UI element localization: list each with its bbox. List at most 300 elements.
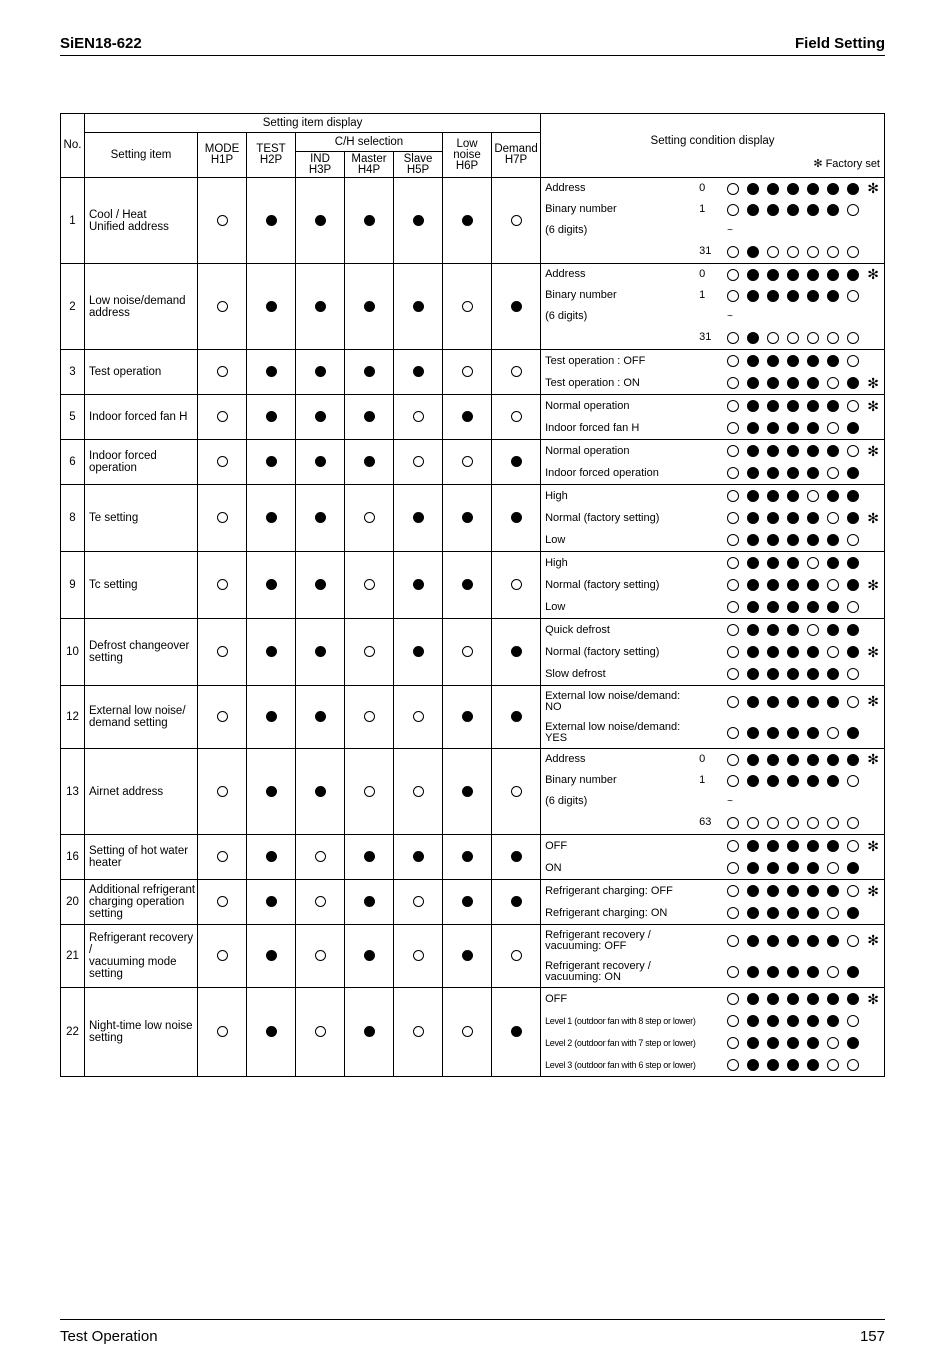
led-cell-demand: [492, 686, 541, 749]
condition-led-icon: [827, 445, 839, 457]
condition-led-icon: [767, 624, 779, 636]
led-demand-icon: [511, 456, 522, 467]
setting-item-name: [85, 552, 198, 619]
setting-item-name: [85, 485, 198, 552]
condition-led-icon: [847, 862, 859, 874]
led-cell-ind: [296, 350, 345, 395]
led-cell-master: [345, 440, 394, 485]
condition-led-icon: [787, 840, 799, 852]
condition-led-icon: [787, 646, 799, 658]
condition-row: [541, 880, 884, 902]
condition-led-icon: [767, 579, 779, 591]
led-mode-icon: [217, 579, 228, 590]
condition-row: [541, 902, 884, 924]
condition-led-icon: [767, 817, 779, 829]
setting-item-line: Tc setting: [89, 579, 138, 591]
condition-led-icon: [847, 557, 859, 569]
condition-led-icon: [727, 1015, 739, 1027]
led-slave-icon: [413, 1026, 424, 1037]
setting-item-line: setting: [89, 652, 123, 664]
condition-led-icon: [847, 269, 859, 281]
setting-item-line: Low noise/demand: [89, 294, 186, 307]
condition-led-icon: [827, 696, 839, 708]
condition-text: Address: [545, 268, 586, 280]
led-cell-slave: [394, 178, 443, 264]
led-cell-mode: [198, 440, 247, 485]
condition-led-icon: [807, 183, 819, 195]
led-master-icon: [364, 950, 375, 961]
led-cell-mode: [198, 925, 247, 988]
condition-led-icon: [747, 557, 759, 569]
table-row: [61, 395, 885, 440]
condition-led-icon: [807, 885, 819, 897]
factory-set-star-icon: ✻: [867, 180, 879, 196]
row-number: 6: [61, 440, 85, 485]
setting-item-line: heater: [89, 857, 122, 869]
condition-led-icon: [807, 696, 819, 708]
condition-led-icon: [827, 754, 839, 766]
condition-led-icon: [727, 290, 739, 302]
led-ind-icon: [315, 646, 326, 657]
condition-row: [541, 285, 884, 306]
condition-led-icon: [747, 601, 759, 613]
condition-led-icon: [727, 754, 739, 766]
led-demand-icon: [511, 411, 522, 422]
condition-text-line: Refrigerant recovery /: [545, 928, 651, 941]
led-mode-icon: [217, 411, 228, 422]
condition-led-icon: [787, 1059, 799, 1071]
condition-led-icon: [787, 754, 799, 766]
condition-row: [541, 178, 884, 199]
condition-number: 1: [699, 774, 706, 786]
condition-row: [541, 574, 884, 596]
condition-led-icon: [767, 269, 779, 281]
led-cell-demand: [492, 178, 541, 264]
condition-led-icon: [847, 668, 859, 680]
led-cell-low-noise: [443, 988, 492, 1077]
condition-led-icon: [747, 579, 759, 591]
led-cell-low-noise: [443, 350, 492, 395]
condition-led-icon: [747, 269, 759, 281]
led-slave-icon: [413, 411, 424, 422]
setting-item-name: [85, 264, 198, 350]
led-low-noise-icon: [462, 851, 473, 862]
condition-led-pattern: [727, 377, 859, 389]
condition-row: [541, 552, 884, 574]
condition-text: OFF: [545, 839, 568, 852]
condition-led-pattern: [727, 862, 859, 874]
condition-led-icon: [767, 183, 779, 195]
led-mode-icon: [217, 456, 228, 467]
table-row: [61, 552, 885, 619]
table-row: [61, 925, 885, 988]
condition-led-icon: [847, 601, 859, 613]
condition-text: Refrigerant charging: OFF: [545, 884, 673, 897]
condition-led-pattern: [727, 579, 859, 591]
led-cell-demand: [492, 988, 541, 1077]
condition-led-icon: [847, 400, 859, 412]
led-demand-icon: [511, 301, 522, 312]
condition-text: Normal (factory setting): [545, 645, 660, 658]
condition-led-icon: [767, 935, 779, 947]
header-condition-display: [541, 114, 885, 178]
condition-led-pattern: [727, 246, 859, 258]
condition-led-icon: [727, 534, 739, 546]
low-noise-label-1: Low: [456, 137, 478, 150]
led-cell-master: [345, 988, 394, 1077]
led-ind-icon: [315, 301, 326, 312]
led-test-icon: [266, 851, 277, 862]
condition-led-icon: [747, 935, 759, 947]
condition-led-icon: [727, 183, 739, 195]
setting-item-line: Setting of hot water: [89, 845, 189, 857]
led-ind-icon: [315, 1026, 326, 1037]
header-setting-item-display: Setting item display: [85, 114, 541, 133]
condition-led-icon: [807, 422, 819, 434]
row-number: 21: [61, 925, 85, 988]
led-cell-low-noise: [443, 925, 492, 988]
condition-led-icon: [767, 646, 779, 658]
led-master-icon: [364, 456, 375, 467]
led-test-icon: [266, 456, 277, 467]
condition-led-icon: [727, 204, 739, 216]
condition-led-icon: [787, 183, 799, 195]
led-cell-low-noise: [443, 440, 492, 485]
condition-led-pattern: [727, 269, 859, 281]
condition-text-line: External low noise/demand:: [545, 689, 681, 702]
setting-item-line: address: [89, 306, 130, 319]
setting-condition-cell: [541, 552, 885, 619]
condition-led-icon: [747, 862, 759, 874]
led-cell-mode: [198, 485, 247, 552]
led-cell-master: [345, 749, 394, 835]
condition-led-icon: [747, 204, 759, 216]
led-mode-icon: [217, 215, 228, 226]
condition-led-icon: [747, 1015, 759, 1027]
condition-text-line: External low noise/demand:: [545, 720, 681, 733]
factory-set-star-icon: ✻: [867, 397, 879, 414]
factory-set-star-icon: ✻: [867, 576, 879, 593]
condition-led-icon: [767, 400, 779, 412]
header-low-noise: [443, 133, 492, 178]
condition-led-icon: [827, 624, 839, 636]
led-cell-slave: [394, 350, 443, 395]
condition-text: Indoor forced fan H: [545, 421, 640, 434]
slave-label: Slave: [403, 152, 433, 165]
led-cell-demand: [492, 395, 541, 440]
condition-number: 1: [699, 289, 706, 301]
led-ind-icon: [315, 512, 326, 523]
condition-led-icon: [787, 907, 799, 919]
condition-led-pattern: [727, 885, 859, 897]
setting-item-name: [85, 619, 198, 686]
condition-led-icon: [827, 269, 839, 281]
led-cell-slave: [394, 880, 443, 925]
led-cell-low-noise: [443, 485, 492, 552]
condition-led-icon: [767, 668, 779, 680]
setting-item-line: Defrost changeover: [89, 640, 190, 652]
condition-led-icon: [807, 646, 819, 658]
led-test-icon: [266, 301, 277, 312]
condition-led-icon: [747, 993, 759, 1005]
condition-text: Level 3 (outdoor fan with 6 step or lower): [545, 1059, 696, 1070]
led-demand-icon: [511, 215, 522, 226]
condition-row: [541, 596, 884, 618]
led-slave-icon: [413, 786, 424, 797]
condition-led-icon: [827, 885, 839, 897]
condition-row: [541, 462, 884, 484]
header-demand: [492, 133, 541, 178]
condition-row: [541, 350, 884, 372]
row-number: 12: [61, 686, 85, 749]
header-mode: [198, 133, 247, 178]
led-master-icon: [364, 512, 375, 523]
condition-led-icon: [747, 727, 759, 739]
condition-led-icon: [787, 579, 799, 591]
led-demand-icon: [511, 786, 522, 797]
condition-led-icon: [807, 534, 819, 546]
condition-row: [541, 717, 884, 748]
led-demand-icon: [511, 1026, 522, 1037]
condition-led-icon: [747, 183, 759, 195]
led-cell-test: [247, 686, 296, 749]
condition-led-pattern: [727, 557, 859, 569]
setting-item-line: Unified address: [89, 220, 169, 233]
setting-item-name: [85, 686, 198, 749]
condition-led-pattern: [727, 204, 859, 216]
setting-condition-cell: [541, 925, 885, 988]
table-body: [61, 178, 885, 1077]
setting-item-line: Te setting: [89, 512, 139, 524]
condition-row: [541, 791, 884, 812]
condition-row: [541, 440, 884, 462]
condition-led-icon: [767, 467, 779, 479]
condition-led-pattern: [727, 754, 859, 766]
led-cell-ind: [296, 686, 345, 749]
condition-row: [541, 619, 884, 641]
condition-led-pattern: [727, 183, 859, 195]
condition-led-icon: [827, 646, 839, 658]
led-cell-master: [345, 686, 394, 749]
condition-led-icon: [747, 467, 759, 479]
condition-led-icon: [727, 624, 739, 636]
condition-led-icon: [787, 966, 799, 978]
condition-led-pattern: [727, 400, 859, 412]
condition-led-icon: [767, 907, 779, 919]
document-code: SiEN18-622: [60, 35, 142, 52]
led-demand-icon: [511, 512, 522, 523]
condition-led-icon: [787, 246, 799, 258]
led-low-noise-icon: [462, 896, 473, 907]
condition-led-pattern: [727, 696, 859, 708]
table-row: [61, 880, 885, 925]
condition-led-icon: [807, 754, 819, 766]
condition-text: Slow defrost: [545, 667, 606, 680]
led-cell-test: [247, 619, 296, 686]
condition-led-icon: [827, 601, 839, 613]
condition-number: 0: [699, 182, 706, 194]
condition-text: Normal operation: [545, 444, 630, 457]
setting-item-line: Refrigerant recovery /: [89, 932, 194, 956]
condition-led-pattern: [727, 225, 733, 236]
factory-set-star-icon: ✻: [867, 693, 879, 709]
led-cell-test: [247, 835, 296, 880]
led-cell-ind: [296, 395, 345, 440]
condition-led-icon: [807, 557, 819, 569]
condition-led-icon: [727, 646, 739, 658]
condition-led-icon: [787, 290, 799, 302]
condition-led-icon: [827, 840, 839, 852]
led-cell-slave: [394, 552, 443, 619]
condition-led-icon: [807, 246, 819, 258]
condition-row: [541, 395, 884, 417]
condition-led-icon: [787, 775, 799, 787]
led-cell-ind: [296, 925, 345, 988]
condition-led-icon: [827, 204, 839, 216]
condition-led-icon: [747, 377, 759, 389]
condition-led-icon: [747, 290, 759, 302]
condition-row: [541, 199, 884, 220]
condition-led-icon: [787, 668, 799, 680]
condition-led-icon: [847, 993, 859, 1005]
setting-item-line: setting: [89, 908, 123, 920]
demand-code: H7P: [504, 154, 528, 166]
led-cell-test: [247, 485, 296, 552]
condition-led-icon: [827, 668, 839, 680]
condition-text: Indoor forced operation: [545, 466, 659, 479]
condition-led-icon: [847, 512, 859, 524]
condition-led-icon: [827, 290, 839, 302]
table-row: [61, 619, 885, 686]
led-cell-master: [345, 178, 394, 264]
condition-led-icon: [847, 775, 859, 787]
led-test-icon: [266, 366, 277, 377]
condition-led-icon: [787, 377, 799, 389]
condition-led-icon: [767, 512, 779, 524]
row-number: 2: [61, 264, 85, 350]
condition-led-icon: [727, 269, 739, 281]
master-code: H4P: [357, 163, 381, 176]
led-cell-test: [247, 552, 296, 619]
led-cell-demand: [492, 485, 541, 552]
condition-led-icon: [847, 1037, 859, 1049]
led-demand-icon: [511, 646, 522, 657]
led-cell-slave: [394, 485, 443, 552]
condition-led-icon: [847, 377, 859, 389]
condition-led-icon: [747, 775, 759, 787]
condition-led-icon: [787, 204, 799, 216]
condition-led-icon: [727, 775, 739, 787]
condition-text: Binary number: [545, 774, 617, 786]
led-cell-demand: [492, 925, 541, 988]
condition-text: Binary number: [545, 289, 617, 301]
condition-led-icon: [807, 467, 819, 479]
condition-text-line: YES: [545, 731, 568, 744]
range-tilde: ~: [727, 311, 733, 322]
led-master-icon: [364, 1026, 375, 1037]
condition-text: OFF: [545, 992, 568, 1005]
condition-row: [541, 220, 884, 241]
condition-led-icon: [827, 183, 839, 195]
condition-led-icon: [727, 1037, 739, 1049]
condition-led-icon: [847, 183, 859, 195]
condition-row: [541, 641, 884, 663]
setting-item-line: setting: [89, 968, 123, 980]
condition-led-icon: [787, 534, 799, 546]
factory-set-star-icon: ✻: [867, 990, 879, 1007]
led-cell-slave: [394, 264, 443, 350]
setting-item-line: Additional refrigerant: [89, 884, 196, 896]
factory-set-star-icon: ✻: [867, 837, 879, 854]
condition-led-icon: [727, 1059, 739, 1071]
led-mode-icon: [217, 711, 228, 722]
header-setting-item: Setting item: [85, 133, 198, 178]
led-cell-mode: [198, 178, 247, 264]
condition-led-icon: [827, 935, 839, 947]
low-noise-code: H6P: [455, 159, 479, 172]
condition-row: [541, 812, 884, 833]
condition-led-pattern: [727, 646, 859, 658]
led-cell-slave: [394, 925, 443, 988]
condition-led-pattern: [727, 490, 859, 502]
condition-led-icon: [827, 355, 839, 367]
setting-item-line: Test operation: [89, 366, 162, 378]
led-cell-test: [247, 350, 296, 395]
condition-led-icon: [787, 885, 799, 897]
condition-led-icon: [847, 290, 859, 302]
condition-led-icon: [747, 907, 759, 919]
condition-led-icon: [787, 624, 799, 636]
condition-led-icon: [827, 775, 839, 787]
condition-led-icon: [847, 579, 859, 591]
condition-led-icon: [827, 332, 839, 344]
led-cell-slave: [394, 749, 443, 835]
condition-row: [541, 956, 884, 987]
test-code: H2P: [259, 154, 283, 166]
condition-led-icon: [727, 467, 739, 479]
condition-led-icon: [727, 512, 739, 524]
condition-led-icon: [807, 993, 819, 1005]
header-test: [247, 133, 296, 178]
condition-text: Quick defrost: [545, 623, 610, 636]
condition-led-pattern: [727, 993, 859, 1005]
header-rule: [60, 55, 885, 56]
led-cell-master: [345, 264, 394, 350]
condition-led-icon: [787, 445, 799, 457]
condition-row: [541, 686, 884, 717]
led-cell-mode: [198, 880, 247, 925]
led-cell-ind: [296, 485, 345, 552]
led-slave-icon: [413, 456, 424, 467]
led-cell-low-noise: [443, 686, 492, 749]
row-number: 5: [61, 395, 85, 440]
condition-led-icon: [827, 727, 839, 739]
condition-led-icon: [847, 624, 859, 636]
condition-led-icon: [767, 727, 779, 739]
condition-led-icon: [787, 269, 799, 281]
condition-led-icon: [727, 355, 739, 367]
led-mode-icon: [217, 301, 228, 312]
led-cell-test: [247, 749, 296, 835]
led-test-icon: [266, 646, 277, 657]
condition-led-icon: [847, 490, 859, 502]
condition-led-icon: [827, 490, 839, 502]
condition-led-icon: [747, 534, 759, 546]
condition-row: [541, 857, 884, 879]
condition-led-icon: [847, 696, 859, 708]
condition-led-icon: [827, 966, 839, 978]
led-cell-mode: [198, 350, 247, 395]
